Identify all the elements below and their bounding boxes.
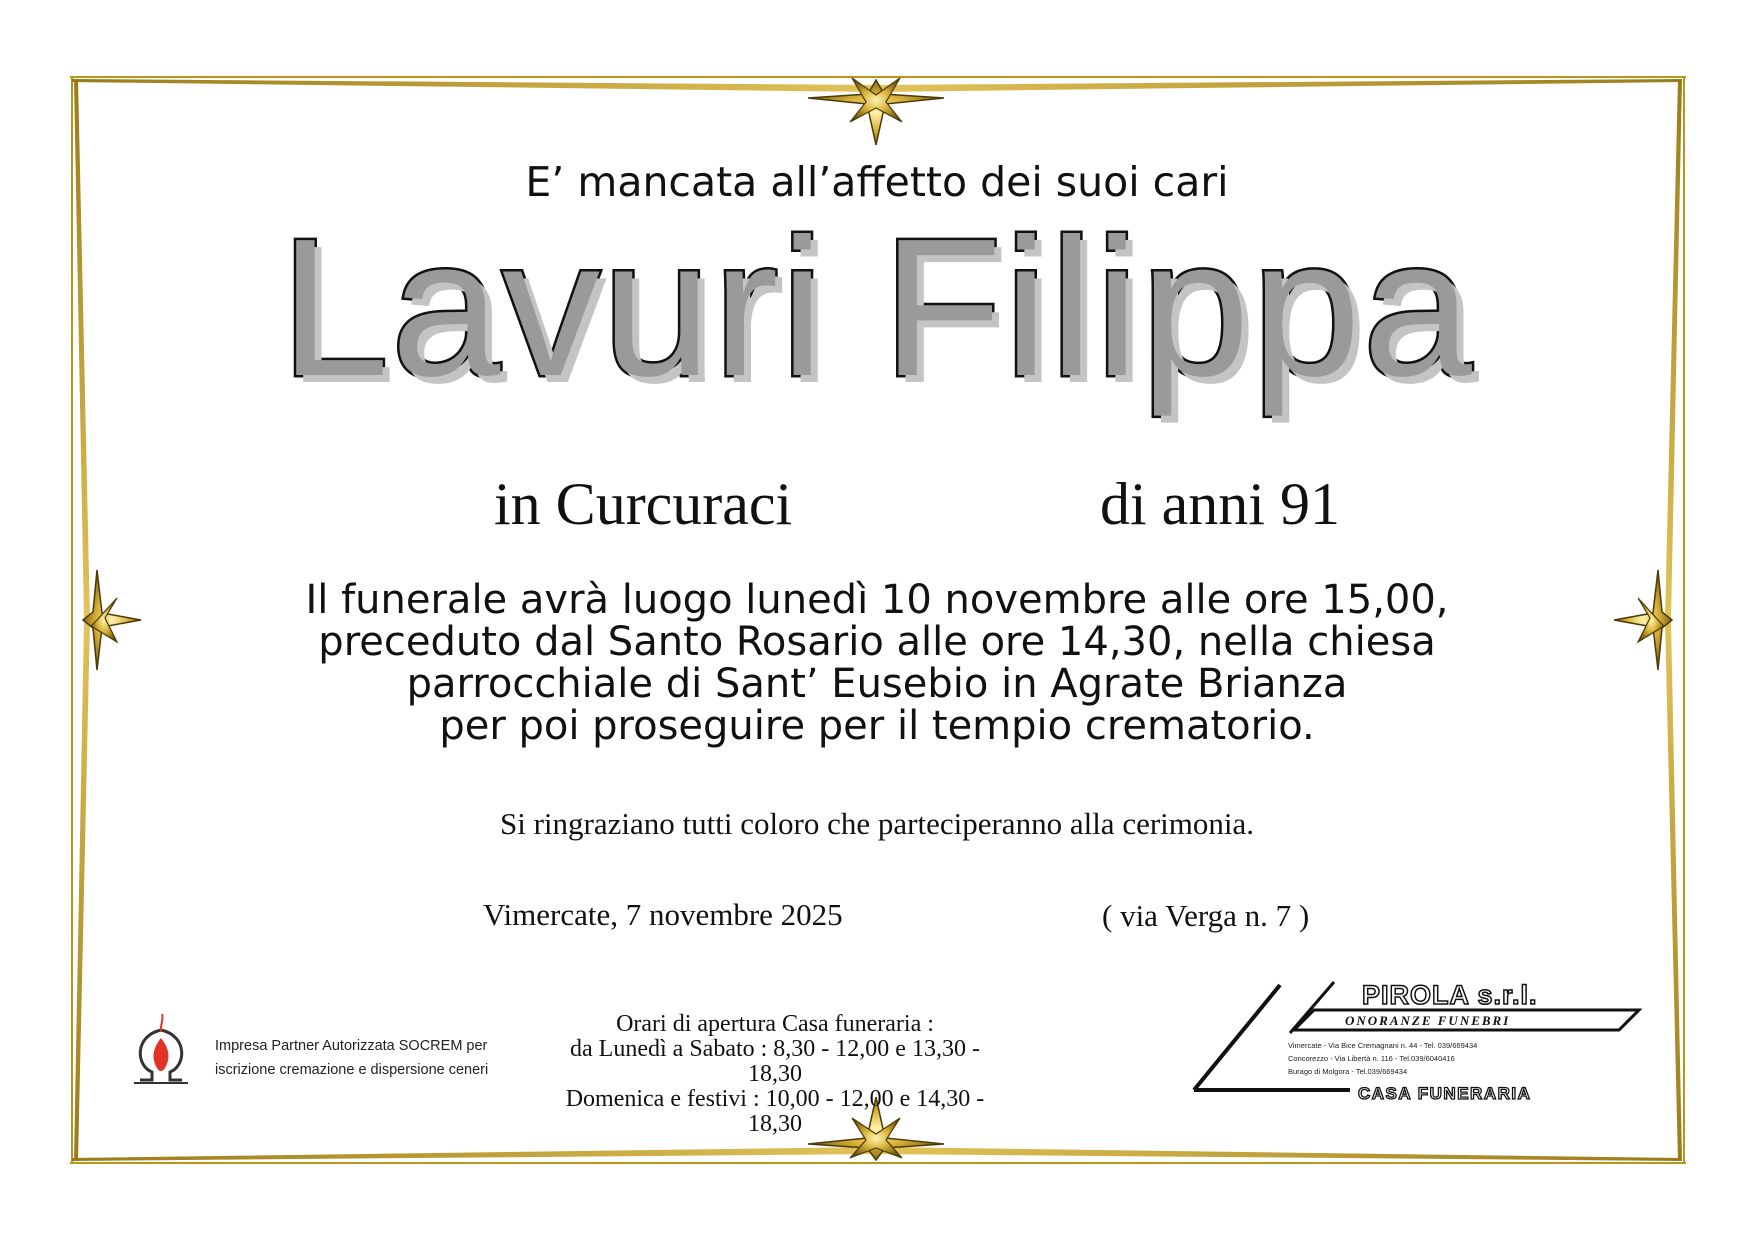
deceased-name: Lavuri Filippa bbox=[280, 198, 1474, 417]
socrem-line: Impresa Partner Autorizzata SOCREM per bbox=[215, 1038, 488, 1054]
company-branch: Vimercate - Via Bice Cremagnani n. 44 - Tel. 039/669434 bbox=[1288, 1041, 1478, 1050]
company-branch: Concorezzo - Via Libertà n. 116 - Tel.039/6040416 bbox=[1288, 1054, 1455, 1063]
funeral-line: per poi proseguire per il tempio crematorio. bbox=[439, 703, 1315, 749]
address: ( via Verga n. 7 ) bbox=[1102, 898, 1310, 933]
funeral-line: Il funerale avrà luogo lunedì 10 novembre alle ore 15,00, bbox=[305, 577, 1449, 623]
company-name: PIROLA s.r.l. bbox=[1362, 980, 1538, 1010]
pirola-logo bbox=[1192, 978, 1642, 1104]
announcement-text: E’ mancata all’affetto dei suoi cari bbox=[525, 158, 1229, 206]
socrem-omega-flame-icon bbox=[126, 1012, 196, 1088]
married-name: in Curcuraci bbox=[494, 471, 793, 537]
hours-weekdays: da Lunedì a Sabato : 8,30 - 12,00 e 13,30 - 18,30 bbox=[570, 1036, 980, 1087]
opening-hours bbox=[550, 1012, 1000, 1137]
age-text: di anni 91 bbox=[1100, 471, 1340, 537]
funeral-line: parrocchiale di Sant’ Eusebio in Agrate Brianza bbox=[406, 661, 1348, 707]
funeral-line: preceduto dal Santo Rosario alle ore 14,30, nella chiesa bbox=[318, 619, 1436, 665]
socrem-line: iscrizione cremazione e dispersione ceneri bbox=[215, 1062, 489, 1078]
company-branch: Burago di Molgora - Tel.039/669434 bbox=[1288, 1067, 1408, 1076]
thanks-text: Si ringraziano tutti coloro che parteciperanno alla cerimonia. bbox=[499, 806, 1255, 841]
company-footer: CASA FUNERARIA bbox=[1358, 1084, 1532, 1103]
company-tagline: ONORANZE FUNEBRI bbox=[1345, 1013, 1511, 1028]
funeral-details bbox=[0, 579, 1754, 747]
socrem-partner-text bbox=[215, 1034, 488, 1082]
hours-holidays: Domenica e festivi : 10,00 - 12,00 e 14,30 - 18,30 bbox=[565, 1086, 985, 1137]
place-date: Vimercate, 7 novembre 2025 bbox=[483, 897, 843, 932]
hours-title: Orari di apertura Casa funeraria : bbox=[616, 1011, 934, 1037]
